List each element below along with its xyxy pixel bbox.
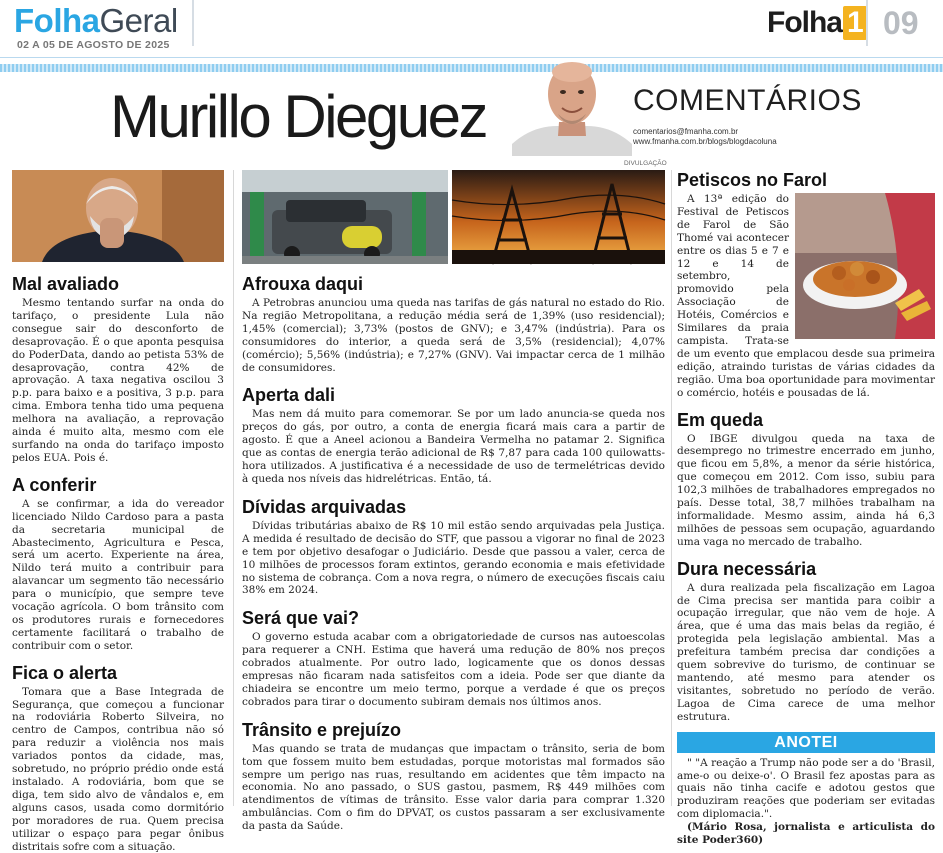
column-divider [233,170,234,806]
article-fica-o-alerta: Tomara que a Base Integrada de Segurança, que começou a funcionar na rodoviária Roberto Silveira, no centro de Campos, contribua não só para reduzir a violência nos mais variados pontos da cidade, mas, sobretudo, no próprio prédio onde está instalado. A rodoviária, bom que se diga, tem sido alvo de vândalos e, em alguns casos, usada como dormitório por moradores de rua. Quem precisa utilizar o espaço para pegar ônibus distritais sofre com a situação. [12,685,224,853]
headline-a-conferir: A conferir [12,474,97,495]
power-lines-photo [452,170,665,264]
logo-number: 1 [843,6,867,40]
article-dividas-arquivadas: Dívidas tributárias abaixo de R$ 10 mil estão sendo arquivadas pela Justiça. A medida é resultado de decisão do STF, que passou a vigorar no final de 2023 e tem por objetivo desafogar o Judiciário. Desde que passou a valer, cerca de 10 milhões de processos foram extintos, gerando economia e mais efetividade no sistema de cobrança. Com a nova regra, o número de execuções fiscais caiu 38% em 2024. [242,519,665,597]
headline-fica-o-alerta: Fica o alerta [12,662,118,683]
middle-photos [242,170,665,264]
header-band [0,64,943,72]
page-number: 09 [883,5,919,41]
headline-afrouxa-daqui: Afrouxa daqui [242,274,364,294]
article-afrouxa-daqui: A Petrobras anunciou uma queda nas tarifas de gás natural no estado do Rio. Na região Metropolitana, a redução média será de 1,39% (uso residencial); 1,45% (comercial); 3,73% (postos de GNV); e 3,47% (indústria). Para os consumidores do interior, a queda será de 3,5% (residencial); 4,07% (comércio); 5,56% (indústria); e 7,27% (GNV). Vai impactar cerca de 1 milhão de consumidores. [242,297,665,374]
brand-geral: Geral [99,2,178,39]
headline-dividas-arquivadas: Dívidas arquivadas [242,496,407,517]
columnist-name: Murillo Dieguez [110,83,486,150]
petiscos-block [677,193,935,400]
email-address[interactable]: comentarios@fmanha.com.br [633,127,739,136]
article-transito-e-prejuizo: Mas quando se trata de mudanças que impactam o trânsito, seria de bom tom que fossem muito bem estudadas, porque motoristas mal formados são sempre um perigo nas ruas, resultando em acidentes que têm impacto na economia. No ano passado, o SUS gastou, pasmem, R$ 449 milhões com atendimentos de vítimas de trânsito. Esse valor daria para comprar 1.320 ambulâncias. Com o fim do DPVAT, os custos passaram a ser exclusivamente da pasta da Saúde. [242,742,665,833]
newspaper-logo [767,6,867,40]
headline-sera-que-vai: Será que vai? [242,608,360,629]
headline-transito-e-prejuizo: Trânsito e prejuízo [242,719,402,740]
contact-info [633,127,777,147]
anotei-banner: ANOTEI [677,732,935,753]
headline-petiscos-no-farol: Petiscos no Farol [677,170,828,190]
article-sera-que-vai: O governo estuda acabar com a obrigatoriedade de cursos nas autoescolas para requerer a CNH. Estima que haverá uma redução de 80% nos preços cobrados atualmente. Por outro lado, logicamente que os donos dessas empresas não ficaram nada satisfeitos com a ideia. Pode ser que diante da chiadeira se encontre um meio termo, porque a verdade é que os preços cobrados para tirar o documento subiram demais nos últimos anos. [242,631,665,708]
article-aperta-dali: Mas nem dá muito para comemorar. Se por um lado anuncia-se queda nos preços do gás, por outro, a conta de energia ficará mais cara a partir de agosto. É que a Aneel acionou a Bandeira Vermelha no patamar 2. Significa que as contas de energia terão adicional de R$ 7,87 para cada 100 quilowatts-hora utilizados. A justificativa é a necessidade de uso de termelétricas devido à queda nos níveis das hidrelétricas. Então, tá. [242,408,665,485]
lula-photo [12,170,224,262]
section-title: COMENTÁRIOS [633,84,862,117]
article-em-queda: O IBGE divulgou queda na taxa de desemprego no trimestre encerrado em junho, que ficou em 5,8%, a menor da série histórica, que começou em 2012. Com isso, subiu para 102,3 milhões de trabalhadores empregados no país. Desse total, 38,7 milhões trabalham na informalidade. Mesmo assim, ainda há 6,3 milhões de pessoas sem ocupação, aguardando uma vaga no mercado de trabalho. [677,432,935,548]
article-mal-avaliado: Mesmo tentando surfar na onda do tarifaço, o presidente Lula não consegue sair do desconforto de desaprovação. É o que aponta pesquisa do PoderData, dando ao petista 53% de desaprovação, contra 42% de aprovação. A taxa negativa oscilou 3 p.p. para baixo e a positiva, 3 p.p. para cima. Embora tenha tido uma pequena melhora na avaliação, a reprovação ainda é muito alta, mesmo com ele surfando na onda do tarifaço imposto pelos EUA. Pois é. [12,297,224,464]
food-photo [795,193,935,339]
header-divider-right [866,0,868,46]
left-column [12,170,224,853]
anotei-quote: " "A reação a Trump não pode ser a do 'Brasil, ame-o ou deixe-o'. O Brasil fez apostas para as quais não tinha cacife e adotou gestos que produziram reações que poderiam ser evitadas com diplomacia.". [677,756,935,821]
logo-text: Folha [767,6,842,39]
brand-folha: Folha [14,2,100,39]
anotei-author: (Mário Rosa, jornalista e articulista do site Poder360) [677,821,935,847]
headline-mal-avaliado: Mal avaliado [12,274,120,294]
blog-url[interactable]: www.fmanha.com.br/blogs/blogdacoluna [633,137,777,146]
headline-em-queda: Em queda [677,409,764,430]
article-dura-necessaria: A dura realizada pela fiscalização em Lagoa de Cima precisa ser mantida para coibir a ocupação irregular, que não vem de hoje. A área, que é uma das mais belas da região, é protegida pela legislação ambiental. Mas a prefeitura também precisa dar condições a quem sobrevive do turismo, de continuar se mantendo, até mesmo para atender os visitantes, sobretudo no período de verão. Lagoa de Cima carece de uma melhor estrutura. [677,581,935,723]
article-a-conferir: A se confirmar, a ida do vereador licenciado Nildo Cardoso para a pasta da secretaria municipal de Abastecimento, Agricultura e Pesca, será um acerto. Experiente na área, Nildo terá muito a contribuir para alavancar um segmento tão necessário para o município, que sempre teve vocação agrícola. O bom trânsito com os produtores rurais e fornecedores certamente facilitará o trabalho de contribuir com o setor. [12,497,224,652]
header-divider [192,0,194,46]
photo-credit: DIVULGAÇÃO [624,160,667,167]
columnist-photo [512,56,632,156]
right-column [677,170,935,847]
article-petiscos-no-farol: A 13ª edição do Festival de Petiscos de Farol de São Thomé vai acontecer entre os dias 5 e 7 e 12 e 14 de setembro, promovido pela Associação de Hotéis, Comércios e Similares da praia campista. Trata-se de um evento que emplacou desde sua primeira edição, atraindo turistas de várias cidades da região. Uma boa oportunidade para movimentar o comércio, hotéis e pousadas de lá. [677,193,935,399]
headline-aperta-dali: Aperta dali [242,385,336,406]
gas-station-photo [242,170,448,264]
headline-dura-necessaria: Dura necessária [677,558,817,579]
column-divider [671,170,672,806]
middle-column [242,170,665,833]
edition-date: 02 A 05 DE AGOSTO DE 2025 [17,39,170,51]
section-brand [14,4,178,38]
page-header [0,0,943,58]
